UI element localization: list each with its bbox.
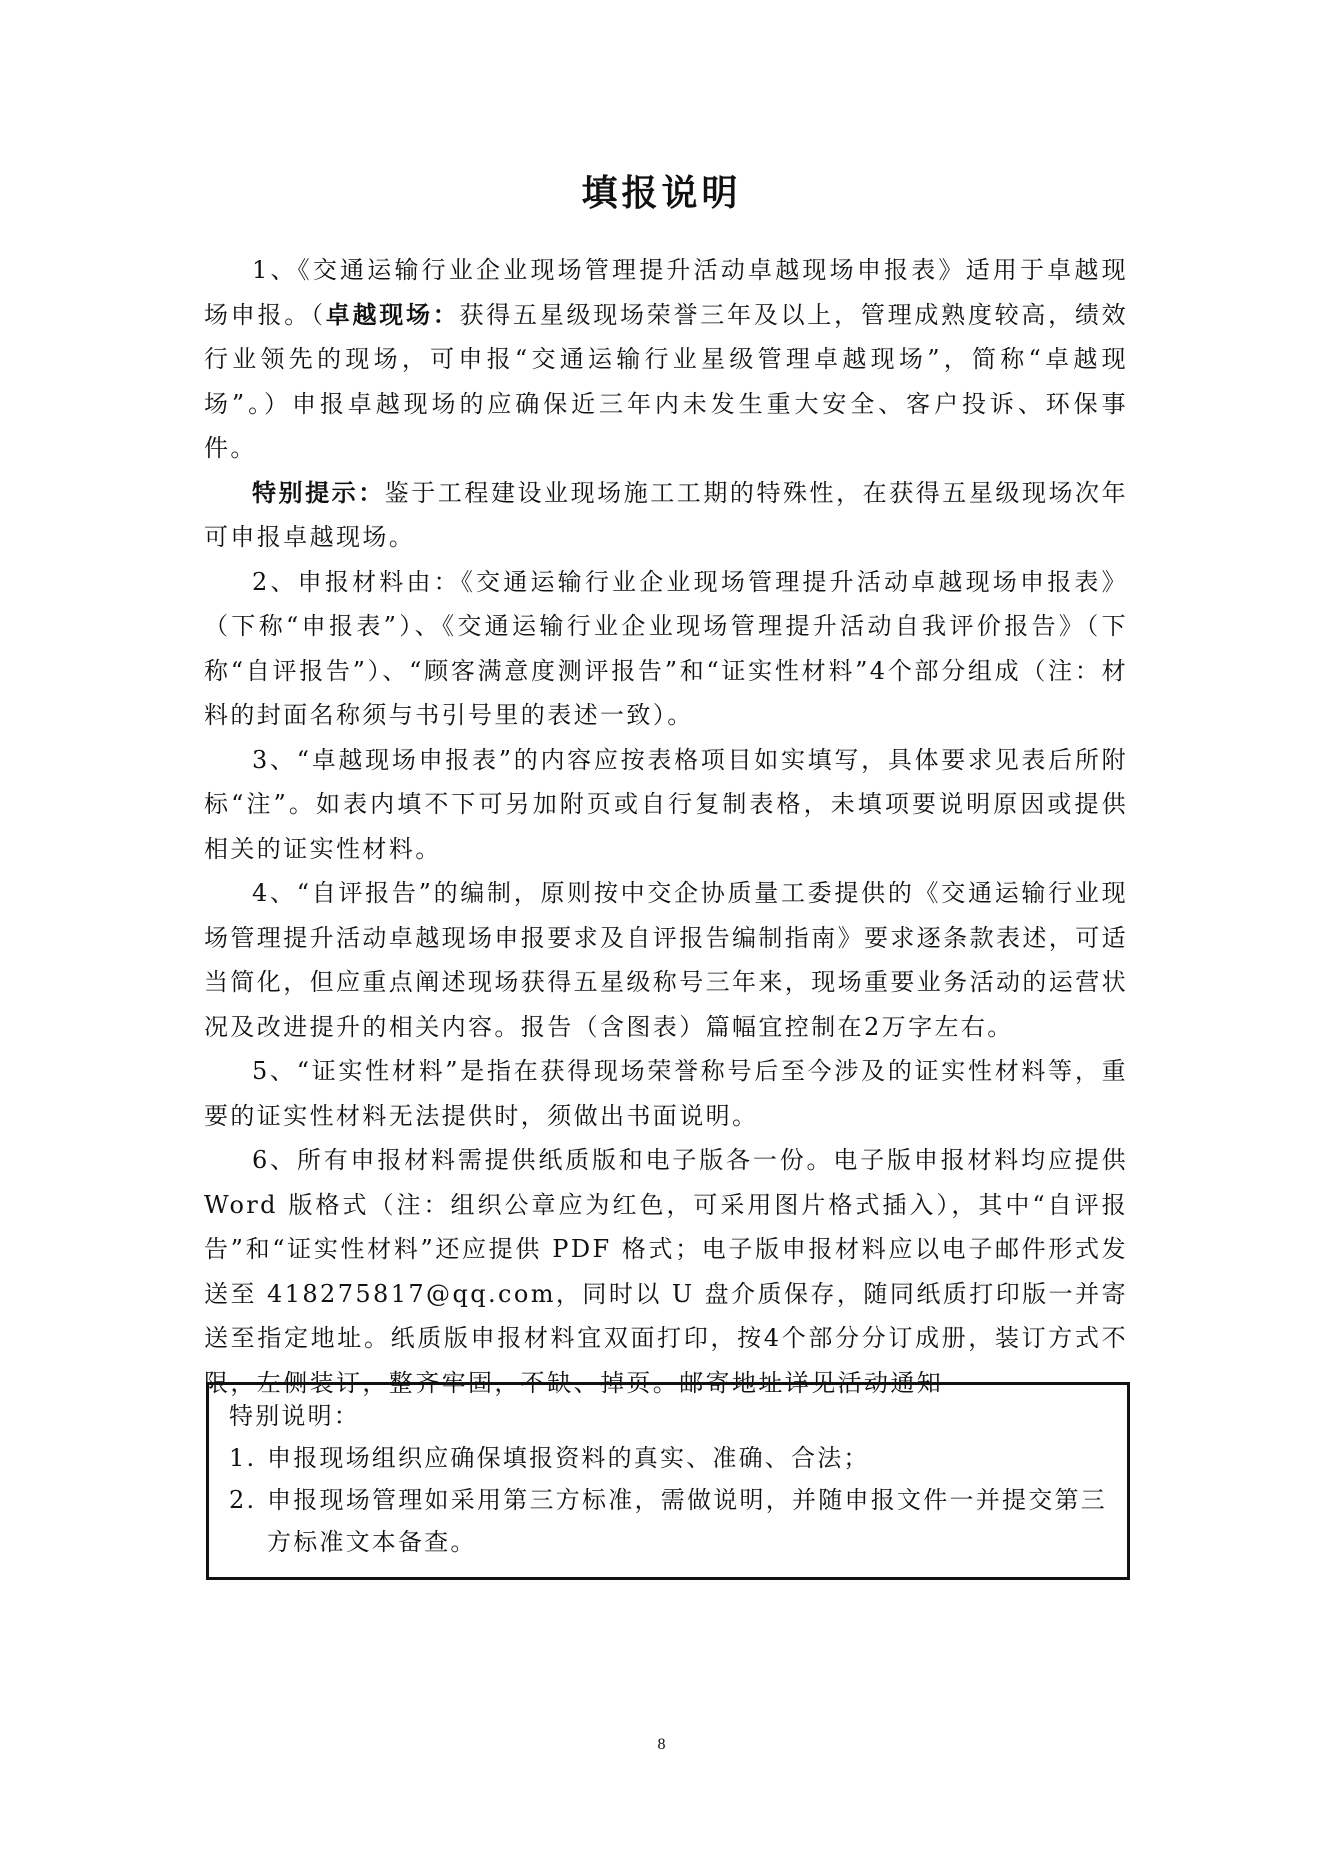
paragraph-5 <box>204 1049 1128 1138</box>
notice-item <box>229 1479 1107 1563</box>
notice-item-text: 申报现场组织应确保填报资料的真实、准确、合法； <box>267 1444 870 1472</box>
notice-item <box>229 1437 1107 1479</box>
paragraph-3-text: 3、“卓越现场申报表”的内容应按表格项目如实填写，具体要求见表后所附标“注”。如表内填不下可另加附页或自行复制表格，未填项要说明原因或提供相关的证实性材料。 <box>204 745 1128 863</box>
paragraph-1 <box>204 248 1128 471</box>
paragraph-6-text: 6、所有申报材料需提供纸质版和电子版各一份。电子版申报材料均应提供Word 版格式（注：组织公章应为红色，可采用图片格式插入），其中“自评报告”和“证实性材料”还应提供 PDF 格式；电子版申报材料应以电子邮件形式发送至 418275817@qq.com，同时以 U 盘介质保存，随同纸质打印版一并寄送至指定地址。纸质版申报材料宜双面打印，按4个部分分订成册，装订方式不限，左侧装订，整齐牢固，不缺、掉页。邮寄地址详见活动通知 <box>204 1146 1128 1397</box>
notice-list <box>229 1437 1107 1563</box>
notice-item-text: 申报现场管理如采用第三方标准，需做说明，并随申报文件一并提交第三方标准文本备查。 <box>267 1486 1107 1556</box>
paragraph-6 <box>204 1138 1128 1405</box>
paragraph-1-post: 获得五星级现场荣誉三年及以上，管理成熟度较高，绩效行业领先的现场，可申报“交通运输行业星级管理卓越现场”，简称“卓越现场”。）申报卓越现场的应确保近三年内未发生重大安全、客户投诉、环保事件。 <box>204 300 1128 462</box>
instructions-body <box>204 248 1128 1405</box>
special-note-text: 鉴于工程建设业现场施工工期的特殊性，在获得五星级现场次年可申报卓越现场。 <box>204 478 1128 551</box>
page-title: 填报说明 <box>581 173 742 214</box>
notice-item-number: 1. <box>229 1444 257 1472</box>
paragraph-2 <box>204 560 1128 738</box>
notice-box-title: 特别说明： <box>229 1402 360 1430</box>
paragraph-special-note <box>204 471 1128 560</box>
paragraph-4 <box>204 871 1128 1049</box>
page-number: 8 <box>657 1736 666 1753</box>
special-note-label: 特别提示： <box>252 478 385 507</box>
notice-item-number: 2. <box>229 1486 257 1514</box>
paragraph-1-bold: 卓越现场： <box>325 300 460 329</box>
paragraph-2-text: 2、申报材料由：《交通运输行业企业现场管理提升活动卓越现场申报表》（下称“申报表”）、《交通运输行业企业现场管理提升活动自我评价报告》（下称“自评报告”）、“顾客满意度测评报告”和“证实性材料”4个部分组成（注：材料的封面名称须与书引号里的表述一致）。 <box>204 567 1128 729</box>
special-instructions-box <box>206 1382 1130 1580</box>
paragraph-1-pre: 1、《交通运输行业企业现场管理提升活动卓越现场申报表》适用于卓越现场申报。（ <box>204 256 1128 329</box>
paragraph-4-text: 4、“自评报告”的编制，原则按中交企协质量工委提供的《交通运输行业现场管理提升活动卓越现场申报要求及自评报告编制指南》要求逐条款表述，可适当简化，但应重点阐述现场获得五星级称号三年来，现场重要业务活动的运营状况及改进提升的相关内容。报告（含图表）篇幅宜控制在2万字左右。 <box>204 879 1128 1041</box>
paragraph-3 <box>204 738 1128 872</box>
paragraph-5-text: 5、“证实性材料”是指在获得现场荣誉称号后至今涉及的证实性材料等，重要的证实性材料无法提供时，须做出书面说明。 <box>204 1057 1128 1130</box>
